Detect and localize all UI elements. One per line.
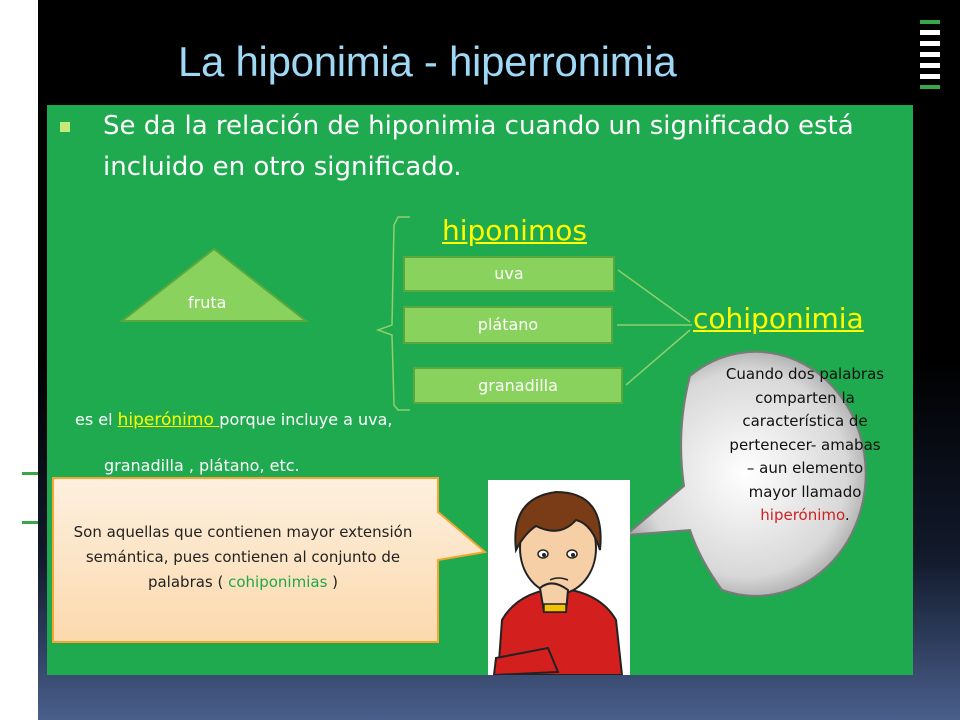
hiperonimo-link[interactable]: hiperónimo	[117, 410, 220, 430]
callout-highlight: cohiponimias	[228, 573, 328, 591]
bubble-text-before: Cuando dos palabras comparten la característica de pertenecer- amabas – aun elemento mayor llamado	[725, 365, 885, 501]
bubble-highlight: hiperónimo	[760, 506, 845, 524]
box-platano: plátano	[403, 306, 613, 344]
bullet-text: Se da la relación de hiponimia cuando un significado está incluido en otro significado.	[103, 111, 854, 182]
callout-text-after: )	[327, 573, 339, 591]
explanation-prefix: es el	[75, 410, 118, 429]
box-granadilla: granadilla	[413, 367, 623, 404]
bubble-text	[725, 363, 885, 528]
cohiponimia-label[interactable]: cohiponimia	[693, 302, 864, 335]
fruta-label: fruta	[188, 293, 227, 312]
hiponimos-label[interactable]: hiponimos	[442, 214, 587, 247]
explanation-suffix: porque incluye a uva,	[219, 410, 393, 429]
thinking-boy-icon	[488, 480, 630, 675]
box-uva: uva	[403, 256, 615, 292]
callout-text-before: Son aquellas que contienen mayor extensión semántica, pues contienen al conjunto de palabras (	[73, 523, 413, 591]
bubble-text-after: .	[844, 506, 850, 524]
explanation-line-1	[75, 410, 393, 430]
slide-title: La hiponimia - hiperronimia	[178, 38, 677, 85]
connector-line-uva	[618, 270, 690, 322]
thinking-boy-image	[488, 480, 630, 675]
connector-line-granadilla	[626, 330, 690, 385]
callout-text	[58, 520, 428, 595]
explanation-line-2: granadilla , plátano, etc.	[104, 456, 300, 475]
